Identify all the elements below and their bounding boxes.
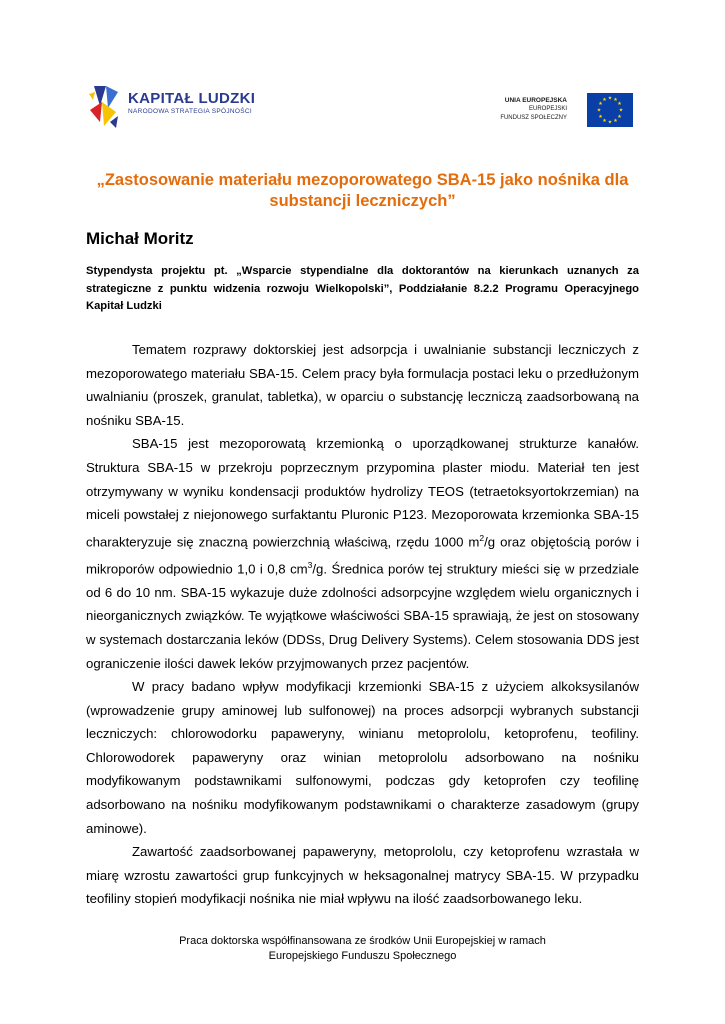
svg-text:★: ★ [598,114,603,120]
svg-text:★: ★ [602,118,607,124]
paragraph-2-part-2: /g oraz objętością porów i mikroporów odpowiednio 1,0 i 0,8 cm [86,534,639,577]
svg-text:★: ★ [607,95,613,102]
paragraph-4: Zawartość zaadsorbowanej papaweryny, metoprololu, czy ketoprofenu wzrastała w miarę wzrostu zawartości grup funkcyjnych w heksagonalnej matrycy SBA-15. W przypadku teofiliny stopień modyfikacji nośnika nie miał wpływu na ilość zaadsorbowanego leku. [86,844,639,907]
footer-line-1: Praca doktorska współfinansowana ze środków Unii Europejskiej w ramach [179,935,546,947]
svg-text:★: ★ [613,97,618,103]
svg-text:★: ★ [607,119,613,126]
eu-label-line3: FUNDUSZ SPOŁECZNY [500,114,567,121]
footer-line-2: Europejskiego Funduszu Społecznego [268,950,457,962]
svg-text:★: ★ [617,114,622,120]
paragraph-2-part-1: SBA-15 jest mezoporowatą krzemionką o uporządkowanej strukturze kanałów. Struktura SBA-15 w przekroju poprzecznym przypomina plaster miodu. Materiał ten jest otrzymywany w wyniku kondensacji produktów hydrolizy TEOS (tetraetoksyortokrzemian) na miceli powstałej z niejonowego surfaktantu Pluronic P123. Mezoporowata krzemionka SBA-15 charakteryzuje się znaczną powierzchnią właściwą, rzędu 1000 m [86,436,639,550]
kapital-ludzki-logo [86,82,276,132]
svg-text:★: ★ [602,97,607,103]
eu-label-line2: EUROPEJSKI [528,106,567,112]
paragraph-2-part-3: /g. Średnica porów tej struktury mieści się w przedziale od 6 do 10 nm. SBA-15 wykazuje duże zdolności adsorpcyjne względem wielu organicznych i nieorganicznych związków. Te wyjątkowe właściwości SBA-15 sprawiają, że jest on stosowany w systemach dostarczania leków (DDSs, Drug Delivery Systems). Celem stosowania DDS jest ograniczenie ilości dawek leków przyjmowanych przez pacjentów. [86,561,639,671]
paragraph-1: Tematem rozprawy doktorskiej jest adsorpcja i uwalnianie substancji leczniczych z mezoporowatego materiału SBA-15. Celem pracy była formulacja postaci leku o przedłużonym uwalnianiu (proszek, granulat, tabletka), w oparciu o substancję leczniczą zaadsorbowaną na nośniku SBA-15. [86,342,639,428]
svg-text:★: ★ [598,101,603,107]
paragraph-3: W pracy badano wpływ modyfikacji krzemionki SBA-15 z użyciem alkoksysilanów (wprowadzenie grupy aminowej lub sulfonowej) na proces adsorpcji wybranych substancji leczniczych: chlorowodorku papaweryny, winianu metoprololu, ketoprofenu, teofiliny. Chlorowodorek papaweryny oraz winian metoprololu adsorbowano na nośniku modyfikowanym podstawnikami sulfonowymi, podczas gdy ketoprofen czy teofilinę adsorbowano na nośniku modyfikowanym podstawnikami o charakterze zasadowym (grupy aminowe). [86,679,639,836]
eu-label-line1: UNIA EUROPEJSKA [504,97,567,104]
superscript-m2: 2 [479,532,485,543]
svg-text:★: ★ [618,107,624,114]
svg-text:★: ★ [613,118,618,124]
footer [86,934,639,964]
paragraph-2 [86,432,639,675]
author-name: Michał Moritz [86,229,194,248]
eu-logo [493,92,633,130]
document-title: „Zastosowanie materiału mezoporowatego SBA-15 jako nośnika dla substancji leczniczych” [96,171,629,210]
kapital-ludzki-logo-icon [86,82,126,132]
svg-text:★: ★ [617,101,622,107]
eu-flag-icon [587,93,633,127]
funding-note: Stypendysta projektu pt. „Wsparcie stypendialne dla doktorantów na kierunkach uznanych za strategiczne z punktu widzenia rozwoju Wielkopolski”, Poddziałanie 8.2.2 Programu Operacyjnego Kapitał Ludzki [86,265,639,312]
superscript-cm3: 3 [307,559,313,570]
svg-text:★: ★ [596,107,602,114]
body-text [86,338,639,911]
kapital-ludzki-title: KAPITAŁ LUDZKI [128,90,256,107]
kapital-ludzki-subtitle: NARODOWA STRATEGIA SPÓJNOŚCI [128,108,252,115]
